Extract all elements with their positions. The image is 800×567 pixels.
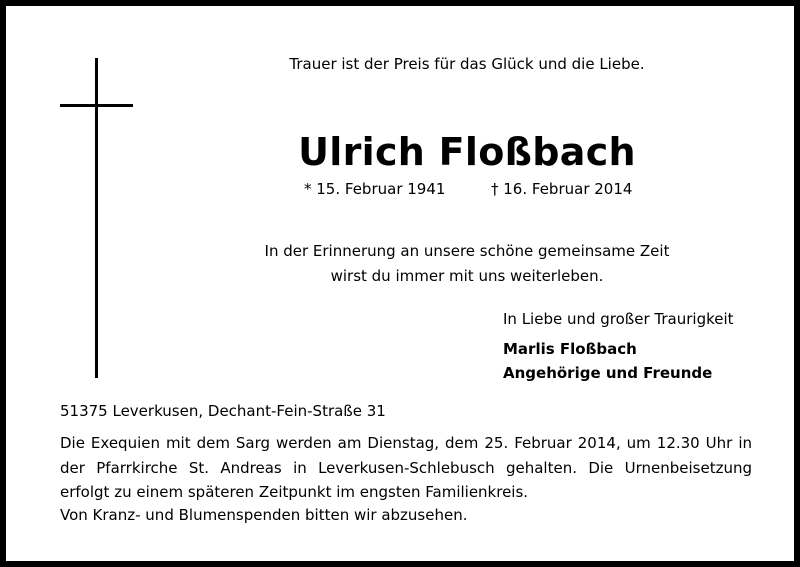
funeral-notice: Die Exequien mit dem Sarg werden am Dienstag, dem 25. Februar 2014, um 12.30 Uhr in der Pfarrkirche St. Andreas in Leverkusen-Schlebusch gehalten. Die Urnenbeisetzung erfolgt zu einem späteren Zeitpunkt im engsten Familienkreis.	[60, 434, 752, 501]
signature-name: Marlis Floßbach	[503, 340, 637, 358]
memory-line: wirst du immer mit uns weiterleben.	[330, 267, 604, 285]
deceased-name: Ulrich Floßbach	[298, 130, 636, 174]
motto-line: Trauer ist der Preis für das Glück und die Liebe.	[289, 55, 645, 73]
death-date: † 16. Februar 2014	[491, 180, 633, 198]
address-line: 51375 Leverkusen, Dechant-Fein-Straße 31	[60, 402, 386, 420]
cross-icon-horizontal	[60, 104, 133, 107]
donation-note: Von Kranz- und Blumenspenden bitten wir abzusehen.	[60, 506, 468, 524]
memory-text	[6, 239, 800, 289]
signature-name: Angehörige und Freunde	[503, 364, 713, 382]
birth-date: * 15. Februar 1941	[304, 180, 446, 198]
memory-line: In der Erinnerung an unsere schöne gemeinsame Zeit	[264, 242, 670, 260]
signature-intro: In Liebe und großer Traurigkeit	[503, 310, 734, 328]
